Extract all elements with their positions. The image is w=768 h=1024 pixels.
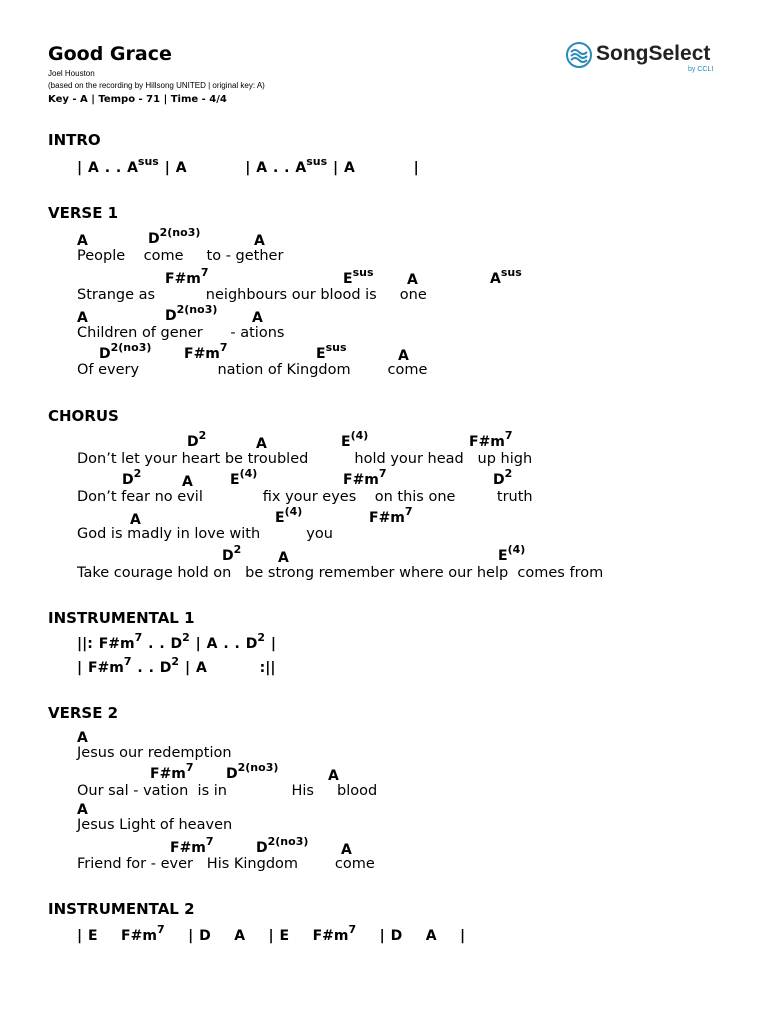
chord: $D^{2(no3)}$ — [226, 761, 279, 782]
logo-name: SongSelect — [596, 42, 711, 65]
lyric-line: Strange as neighbours our blood is one — [77, 287, 427, 303]
chord: $E^{(4)}$ — [275, 505, 303, 526]
chord: A — [77, 310, 88, 326]
chord: A — [77, 730, 88, 746]
chord: $D^2$ — [493, 467, 513, 488]
chord: $E^{sus}$ — [316, 341, 347, 362]
chord: $F\#m^7$ — [170, 835, 214, 856]
lyric-line: Don’t let your heart be troubled hold your head up high — [77, 451, 533, 467]
chord: $D^{2(no3)}$ — [99, 341, 152, 362]
instrumental-2-bars: | E $F\#m^7$ | D A | E $F\#m^7$ | D A | — [77, 923, 466, 944]
chord: A — [398, 348, 409, 364]
section-chorus: CHORUS — [48, 407, 119, 425]
chord: $D^{2(no3)}$ — [148, 226, 201, 247]
lyric-line: Friend for - ever His Kingdom come — [77, 856, 375, 872]
lyric-line: Take courage hold on be strong remember where our help comes from — [77, 565, 604, 581]
chord: A — [252, 310, 263, 326]
lyric-line: Children of gener - ations — [77, 325, 285, 341]
key-tempo-time: Key - A | Tempo - 71 | Time - 4/4 — [48, 94, 227, 105]
section-verse-2: VERSE 2 — [48, 704, 119, 722]
lyric-line: People come to - gether — [77, 248, 284, 264]
instrumental-1-bars-b: | $F\#m^7$ . . $D^2$ | A :|| — [77, 655, 276, 676]
chord: A — [254, 233, 265, 249]
chord: $F\#m^7$ — [343, 467, 387, 488]
song-title: Good Grace — [48, 43, 172, 65]
chord: $F\#m^7$ — [165, 266, 209, 287]
recording-note: (based on the recording by Hillsong UNITED | original key: A) — [48, 81, 265, 90]
chord: $D^{2(no3)}$ — [165, 303, 218, 324]
ccli-wave-icon — [566, 42, 592, 68]
chord: $D^2$ — [122, 467, 142, 488]
section-instrumental-1: INSTRUMENTAL 1 — [48, 609, 195, 627]
instrumental-1-bars-a: ||: $F\#m^7$ . . $D^2$ | A . . $D^2$ | — [77, 631, 277, 652]
logo-sub: by CCLI — [688, 66, 714, 73]
lyric-line: Jesus Light of heaven — [77, 817, 233, 833]
chord: $F\#m^7$ — [184, 341, 228, 362]
chord: A — [341, 842, 352, 858]
lyric-line: Of every nation of Kingdom come — [77, 362, 428, 378]
section-intro: INTRO — [48, 131, 101, 149]
lyric-line: Our sal - vation is in His blood — [77, 783, 378, 799]
chord: $D^2$ — [222, 543, 242, 564]
chord: $F\#m^7$ — [150, 761, 194, 782]
chord: $E^{(4)}$ — [498, 543, 526, 564]
songselect-logo — [566, 38, 726, 78]
chord: $D^2$ — [187, 429, 207, 450]
intro-bars: | A . . $A^{sus}$ | A | A . . $A^{sus}$ | A | — [77, 155, 419, 176]
chord: $E^{(4)}$ — [230, 467, 258, 488]
chord: A — [256, 436, 267, 452]
chord: $E^{sus}$ — [343, 266, 374, 287]
chord: $A^{sus}$ — [490, 266, 522, 287]
chord: $D^{2(no3)}$ — [256, 835, 309, 856]
chord: $F\#m^7$ — [369, 505, 413, 526]
section-instrumental-2: INSTRUMENTAL 2 — [48, 900, 195, 918]
chord: A — [130, 512, 141, 528]
chord: A — [77, 802, 88, 818]
chord: A — [407, 272, 418, 288]
section-verse-1: VERSE 1 — [48, 204, 119, 222]
lyric-line: God is madly in love with you — [77, 526, 333, 542]
chord: A — [328, 768, 339, 784]
chord: $E^{(4)}$ — [341, 429, 369, 450]
lyric-line: Jesus our redemption — [77, 745, 232, 761]
lyric-line: Don’t fear no evil fix your eyes on this one truth — [77, 489, 533, 505]
chord: $F\#m^7$ — [469, 429, 513, 450]
song-author: Joel Houston — [48, 69, 95, 78]
chord: A — [182, 474, 193, 490]
chord: A — [77, 233, 88, 249]
chord: A — [278, 550, 289, 566]
